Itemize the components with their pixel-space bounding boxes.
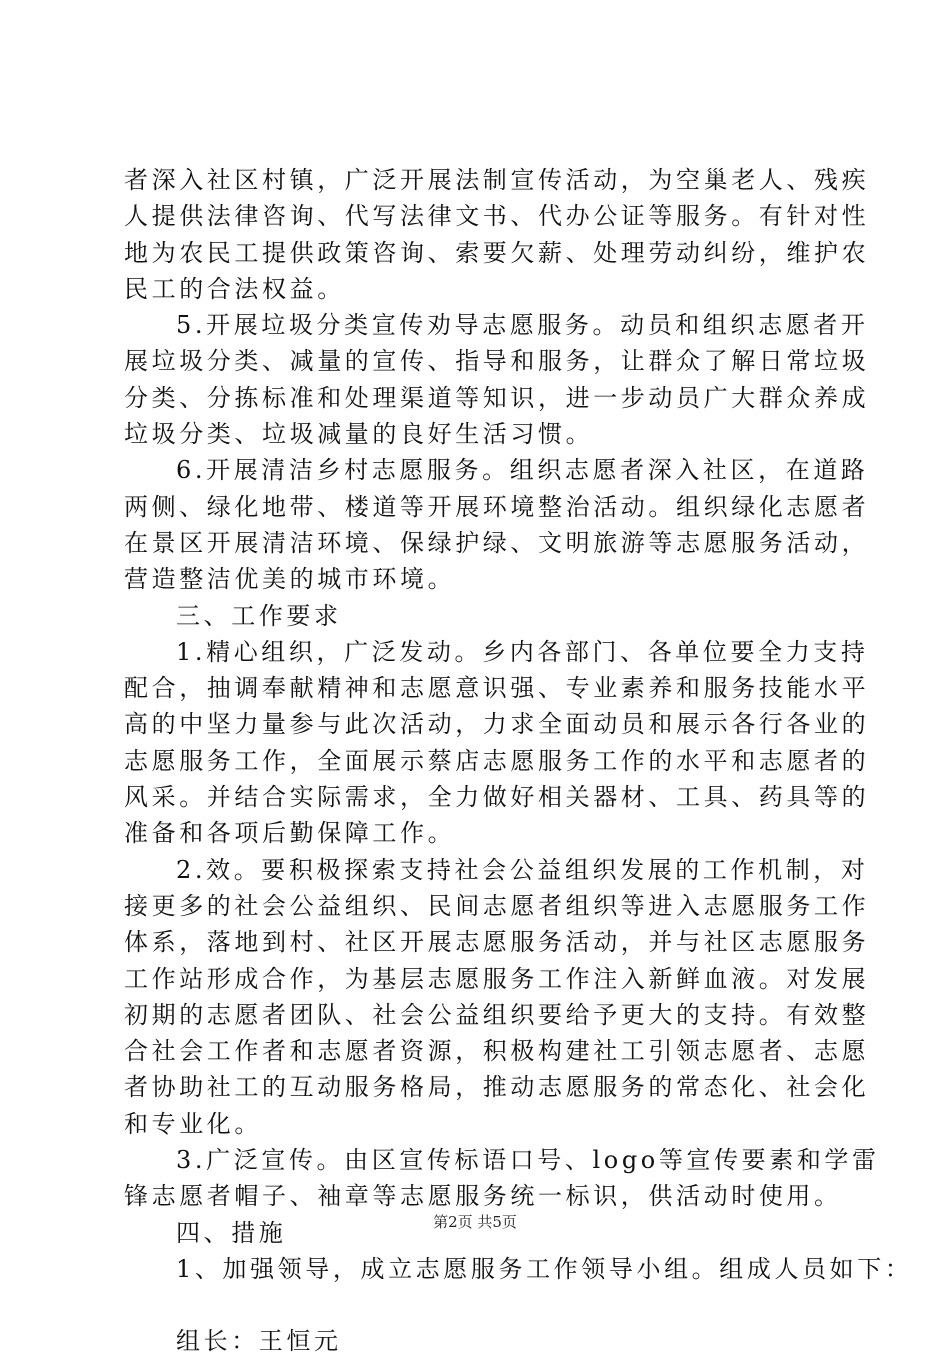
body-line: 人提供法律咨询、代写法律文书、代办公证等服务。有针对性 (124, 202, 870, 231)
body-line: 分类、分拣标准和处理渠道等知识，进一步动员广大群众养成 (124, 383, 870, 412)
paragraph-start-line: 1、加强领导，成立志愿服务工作领导小组。组成人员如下： (176, 1254, 913, 1283)
body-line: 展垃圾分类、减量的宣传、指导和服务，让群众了解日常垃圾 (124, 347, 870, 376)
page-number-footer: 第2页 共5页 (433, 1213, 517, 1231)
body-line: 合社会工作者和志愿者资源，积极构建社工引领志愿者、志愿 (124, 1037, 870, 1066)
body-line: 高的中坚力量参与此次活动，力求全面动员和展示各行各业的 (124, 710, 870, 739)
body-line: 志愿服务工作，全面展示蔡店志愿服务工作的水平和志愿者的 (124, 746, 870, 775)
body-line: 两侧、绿化地带、楼道等开展环境整治活动。组织绿化志愿者 (124, 492, 870, 521)
body-line: 和专业化。 (124, 1109, 262, 1138)
body-line: 锋志愿者帽子、袖章等志愿服务统一标识，供活动时使用。 (124, 1182, 842, 1211)
paragraph-start-line: 2.效。要积极探索支持社会公益组织发展的工作机制，对 (176, 855, 869, 884)
paragraph-start-line: 1.精心组织，广泛发动。乡内各部门、各单位要全力支持 (176, 637, 869, 666)
body-line: 风采。并结合实际需求，全力做好相关器材、工具、药具等的 (124, 783, 870, 812)
body-line: 初期的志愿者团队、社会公益组织要给予更大的支持。有效整 (124, 1000, 870, 1029)
body-line: 在景区开展清洁环境、保绿护绿、文明旅游等志愿服务活动， (124, 528, 870, 557)
paragraph-start-line: 5.开展垃圾分类宣传劝导志愿服务。动员和组织志愿者开 (176, 311, 869, 340)
body-line: 配合，抽调奉献精神和志愿意识强、专业素养和服务技能水平 (124, 674, 870, 703)
body-line: 营造整洁优美的城市环境。 (124, 565, 456, 594)
body-line: 工作站形成合作，为基层志愿服务工作注入新鲜血液。对发展 (124, 964, 870, 993)
group-leader-line: 组长：王恒元 (176, 1327, 342, 1356)
paragraph-start-line: 6.开展清洁乡村志愿服务。组织志愿者深入社区，在道路 (176, 456, 869, 485)
body-line: 接更多的社会公益组织、民间志愿者组织等进入志愿服务工作 (124, 891, 870, 920)
body-line: 垃圾分类、垃圾减量的良好生活习惯。 (124, 420, 594, 449)
document-body (124, 162, 913, 1360)
body-line: 体系，落地到村、社区开展志愿服务活动，并与社区志愿服务 (124, 928, 870, 957)
section-heading: 三、工作要求 (176, 601, 342, 630)
body-line: 者协助社工的互动服务格局，推动志愿服务的常态化、社会化 (124, 1073, 870, 1102)
body-line: 地为农民工提供政策咨询、索要欠薪、处理劳动纠纷，维护农 (124, 238, 870, 267)
blank-spacer (124, 1287, 836, 1323)
paragraph-start-line: 3.广泛宣传。由区宣传标语口号、logo等宣传要素和学雷 (176, 1146, 880, 1175)
body-line: 准备和各项后勤保障工作。 (124, 819, 456, 848)
body-line: 民工的合法权益。 (124, 274, 345, 303)
section-heading: 四、措施 (176, 1218, 287, 1247)
body-line: 者深入社区村镇，广泛开展法制宣传活动，为空巢老人、残疾 (124, 166, 870, 194)
